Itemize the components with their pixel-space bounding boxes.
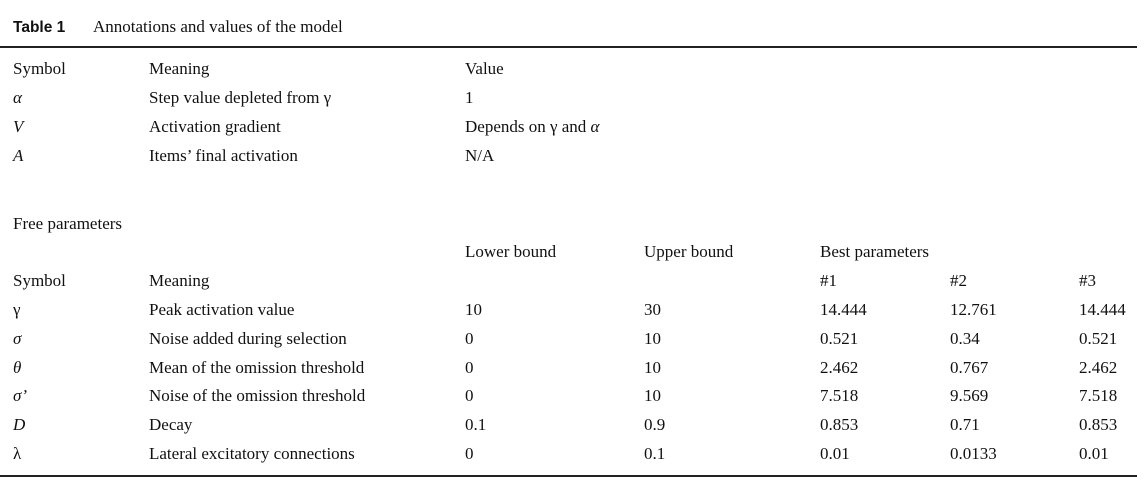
annotation-meaning: Step value depleted from γ bbox=[149, 88, 332, 107]
param-symbol: γ bbox=[13, 300, 21, 319]
param-lower: 0 bbox=[465, 386, 474, 405]
annotation-symbol: V bbox=[13, 117, 24, 136]
annotation-value: Depends on γ and α bbox=[465, 117, 600, 136]
param-best-2: 0.0133 bbox=[950, 444, 997, 463]
param-lower: 0 bbox=[465, 329, 474, 348]
header-lower-bound: Lower bound bbox=[465, 242, 557, 261]
param-symbol: σ’ bbox=[13, 386, 28, 405]
annotation-meaning: Items’ final activation bbox=[149, 146, 298, 165]
param-best-3: 0.853 bbox=[1079, 415, 1118, 434]
param-best-2: 9.569 bbox=[950, 386, 989, 405]
header-upper-bound: Upper bound bbox=[644, 242, 734, 261]
annotations-header-value: Value bbox=[465, 59, 504, 78]
param-symbol: λ bbox=[13, 444, 22, 463]
param-best-3: 0.01 bbox=[1079, 444, 1109, 463]
annotation-meaning: Activation gradient bbox=[149, 117, 281, 136]
param-best-2: 0.767 bbox=[950, 358, 989, 377]
annotation-symbol: α bbox=[13, 88, 22, 107]
table-caption bbox=[13, 16, 343, 38]
annotations-header-symbol: Symbol bbox=[13, 59, 66, 78]
param-lower: 0 bbox=[465, 358, 474, 377]
param-best-1: 0.853 bbox=[820, 415, 859, 434]
param-best-2: 12.761 bbox=[950, 300, 997, 319]
param-meaning: Mean of the omission threshold bbox=[149, 358, 365, 377]
param-best-1: 0.521 bbox=[820, 329, 859, 348]
param-upper: 30 bbox=[644, 300, 661, 319]
param-lower: 0 bbox=[465, 444, 474, 463]
param-best-3: 0.521 bbox=[1079, 329, 1118, 348]
param-symbol: D bbox=[13, 415, 26, 434]
param-lower: 10 bbox=[465, 300, 482, 319]
param-upper: 0.9 bbox=[644, 415, 666, 434]
free-parameters-title: Free parameters bbox=[13, 214, 123, 233]
params-header-symbol: Symbol bbox=[13, 271, 66, 290]
annotation-value: N/A bbox=[465, 146, 495, 165]
param-best-3: 7.518 bbox=[1079, 386, 1118, 405]
table-title: Annotations and values of the model bbox=[93, 17, 343, 36]
header-best-2: #2 bbox=[950, 271, 967, 290]
table-label: Table 1 bbox=[13, 19, 66, 36]
param-upper: 0.1 bbox=[644, 444, 666, 463]
param-meaning: Noise of the omission threshold bbox=[149, 386, 366, 405]
annotation-value: 1 bbox=[465, 88, 474, 107]
annotations-header-meaning: Meaning bbox=[149, 59, 210, 78]
top-rule bbox=[0, 46, 1137, 48]
param-best-3: 2.462 bbox=[1079, 358, 1118, 377]
param-meaning: Noise added during selection bbox=[149, 329, 347, 348]
annotation-symbol: A bbox=[13, 146, 24, 165]
param-best-1: 7.518 bbox=[820, 386, 859, 405]
param-upper: 10 bbox=[644, 386, 661, 405]
param-best-2: 0.71 bbox=[950, 415, 980, 434]
param-meaning: Lateral excitatory connections bbox=[149, 444, 355, 463]
param-meaning: Peak activation value bbox=[149, 300, 295, 319]
param-lower: 0.1 bbox=[465, 415, 487, 434]
param-best-1: 14.444 bbox=[820, 300, 867, 319]
header-best-3: #3 bbox=[1079, 271, 1096, 290]
param-meaning: Decay bbox=[149, 415, 193, 434]
param-symbol: σ bbox=[13, 329, 22, 348]
param-symbol: θ bbox=[13, 358, 22, 377]
param-upper: 10 bbox=[644, 329, 661, 348]
param-best-1: 0.01 bbox=[820, 444, 850, 463]
param-upper: 10 bbox=[644, 358, 661, 377]
param-best-1: 2.462 bbox=[820, 358, 859, 377]
param-best-3: 14.444 bbox=[1079, 300, 1126, 319]
header-best-1: #1 bbox=[820, 271, 837, 290]
param-best-2: 0.34 bbox=[950, 329, 980, 348]
bottom-rule bbox=[0, 475, 1137, 477]
header-best-parameters: Best parameters bbox=[820, 242, 930, 261]
params-header-meaning: Meaning bbox=[149, 271, 210, 290]
